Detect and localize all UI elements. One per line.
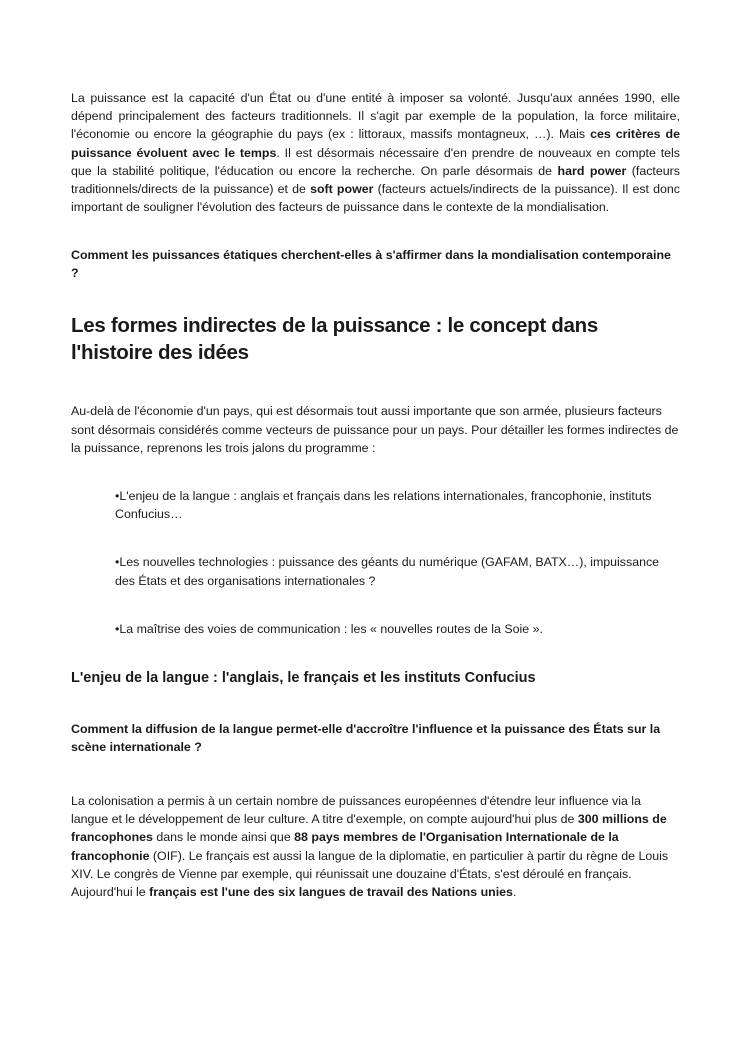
language-text: (OIF). Le français est aussi la langue de la diplomatie, en particulier à partir du règne de Louis XIV. Le congrès de Vienne par exemple, qui réunissait une douzaine d'États, s'est déroulé en français. Aujourd'hui le [71,848,669,900]
intro-text: (facteurs actuels/indirects de la puissance). Il est donc important de souligner l'évolution des facteurs de puissance dans le contexte de la mondialisation. [71,182,680,215]
language-bold-oif: 88 pays membres de l'Organisation Internationale de la francophonie [71,830,619,863]
bullet-item-technologies: •Les nouvelles technologies : puissance des géants du numérique (GAFAM, BATX…), impuissance des États et des organisations internationales ? [115,555,660,588]
language-text: dans le monde ainsi que [152,830,295,845]
bullet-item-communication: •La maîtrise des voies de communication : les « nouvelles routes de la Soie ». [115,621,543,636]
subsection-title: L'enjeu de la langue : l'anglais, le français et les instituts Confucius [71,670,536,687]
section-title: Les formes indirectes de la puissance : le concept dans l'histoire des idées [71,314,598,365]
intro-text: La puissance est la capacité d'un État ou d'une entité à imposer sa volonté. Jusqu'aux années 1990, elle dépend principalement des facteurs traditionnels. Il s'agit par exemple de la population, la force militaire, l'économie ou encore la géographie du pays (ex : littoraux, massifs montagneux, …). Mais [71,91,680,142]
intro-bold-soft-power: soft power [310,182,374,197]
intro-bold-criteria: ces critères de puissance évoluent avec le temps [71,127,681,160]
language-text: . [512,885,517,900]
language-text: La colonisation a permis à un certain nombre de puissances européennes d'étendre leur influence via la langue et le développement de leur culture. A titre d'exemple, on compte aujourd'hui plus de [71,794,641,827]
intro-text: (facteurs traditionnels/directs de la puissance) et de [71,163,680,197]
problem-question: Comment les puissances étatiques cherchent-elles à s'affirmer dans la mondialisation contemporaine ? [71,248,671,281]
intro-text: . Il est désormais nécessaire d'en prendre de nouveaux en compte tels que la stabilité politique, l'éducation ou encore la recherche. On parle désormais de [71,145,680,178]
intro-bold-hard-power: hard power [557,163,627,178]
language-bold-un: français est l'une des six langues de travail des Nations unies [149,885,513,900]
language-bold-francophones: 300 millions de francophones [71,812,667,845]
bullet-item-language: •L'enjeu de la langue : anglais et français dans les relations internationales, francophonie, instituts Confucius… [115,489,652,522]
section-intro-paragraph: Au-delà de l'économie d'un pays, qui est désormais tout aussi importante que son armée, plusieurs facteurs sont désormais considérés comme vecteurs de puissance pour un pays. Pour détailler les formes indirectes de la puissance, reprenons les trois jalons du programme : [71,404,679,455]
intro-paragraph [71,89,680,216]
subsection-question: Comment la diffusion de la langue permet-elle d'accroître l'influence et la puissance des États sur la scène internationale ? [71,722,661,755]
language-paragraph [71,792,680,901]
